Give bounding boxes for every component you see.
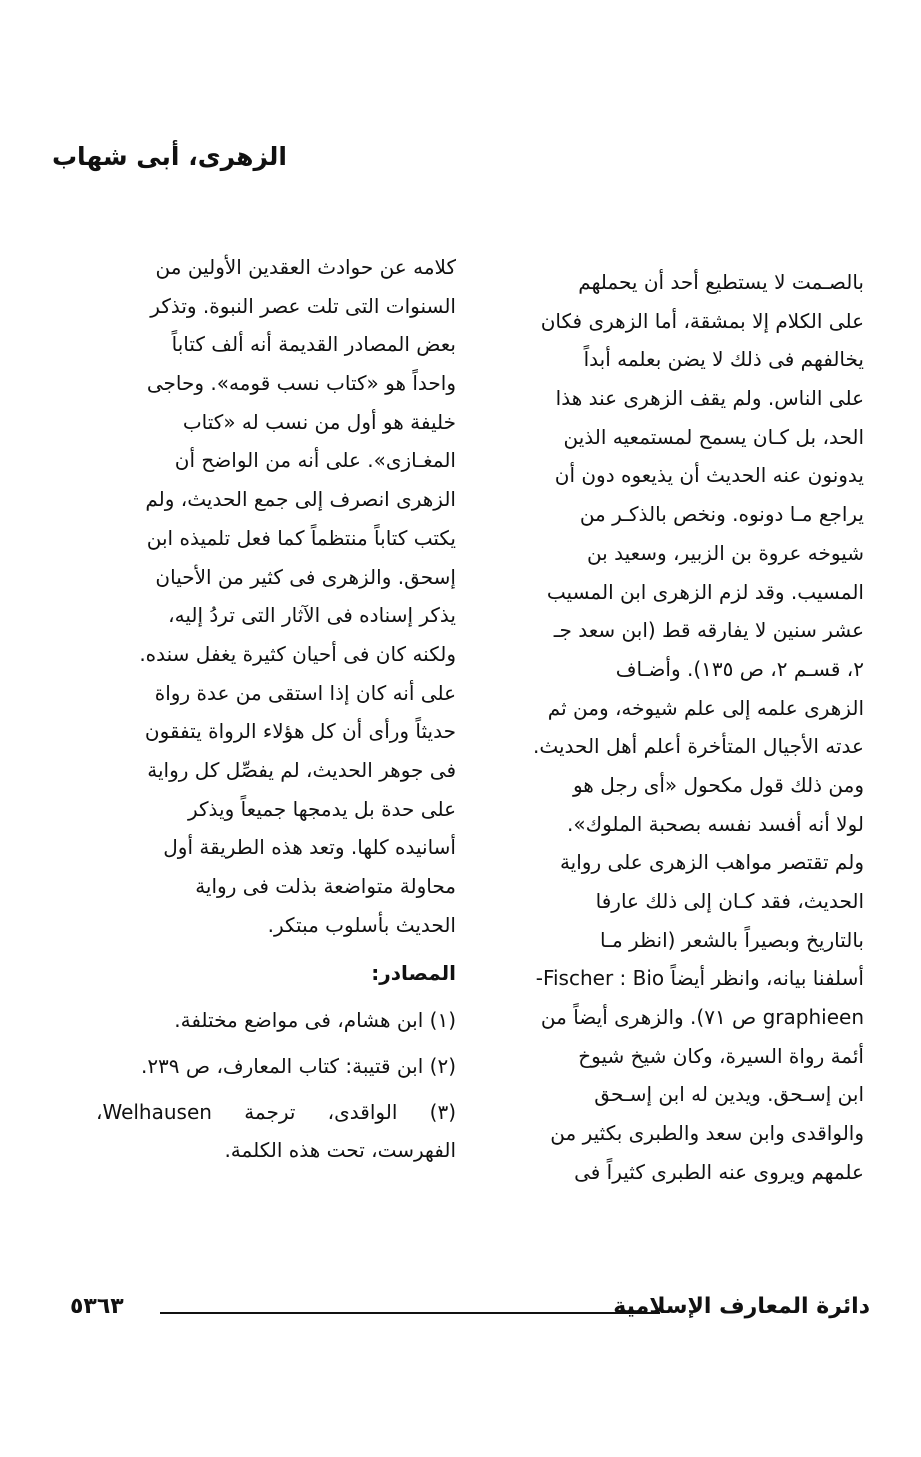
text-line: الحديث بأسلوب مبتكر.	[267, 912, 456, 937]
text-line: على الناس. ولم يقف الزهرى عند هذا	[555, 386, 864, 411]
text-line: ٢، قسـم ٢، ص ١٣٥). وأضـاف	[615, 656, 864, 681]
left-column	[96, 248, 456, 1169]
text-line: بالصـمت لا يستطيع أحد أن يحملهم	[578, 270, 864, 294]
footer-rule	[160, 1312, 660, 1314]
text-line: المسيب. وقد لزم الزهرى ابن المسيب	[546, 579, 864, 604]
text-line: عدته الأجيال المتأخرة أعلم أهل الحديث.	[532, 734, 864, 759]
reference-item: (٣) الواقدى، ترجمة Welhausen، الفهرست، تحت هذه الكلمة.	[96, 1100, 456, 1163]
text-line: لولا أنه أفسد نفسه بصحبة الملوك».	[567, 811, 864, 836]
text-line: الحد، بل كـان يسمح لمستمعيه الذين	[563, 424, 864, 449]
page-footer	[70, 1290, 870, 1330]
text-line: كلامه عن حوادث العقدين الأولين من	[155, 255, 456, 279]
text-line: محاولة متواضعة بذلت فى رواية	[195, 874, 456, 898]
text-line: خليفة هو أول من نسب له «كتاب	[182, 409, 456, 434]
text-line: فى جوهر الحديث، لم يفصِّل كل رواية	[147, 757, 456, 782]
text-line: على حدة بل يدمجها جميعاً ويذكر	[187, 796, 456, 821]
footer-title: دائرة المعارف الإسلامية	[613, 1294, 870, 1319]
text-line: أئمة رواة السيرة، وكان شيخ شيوخ	[578, 1043, 864, 1068]
text-line: الزهرى علمه إلى علم شيوخه، ومن ثم	[547, 695, 864, 720]
text-line: عشر سنين لا يفارقه قط (ابن سعد جـ	[553, 618, 864, 643]
text-line: ولم تقتصر مواهب الزهرى على رواية	[559, 850, 864, 875]
right-column	[494, 263, 864, 1192]
text-line: ابن إسـحق. ويدين له ابن إسـحق	[594, 1082, 864, 1107]
text-line: يذكر إسناده فى الآثار التى تردُ إليه،	[168, 603, 456, 628]
page-number: ٥٣٦٣	[70, 1294, 124, 1319]
text-line: على الكلام إلا بمشقة، أما الزهرى فكان	[540, 308, 864, 333]
running-head: الزهرى، أبى شهاب	[51, 142, 287, 171]
text-line: يدونون عنه الحديث أن يذيعوه دون أن	[554, 463, 864, 488]
text-line: شيوخه عروة بن الزبير، وسعيد بن	[586, 540, 864, 565]
text-line: ولكنه كان فى أحيان كثيرة يغفل سنده.	[139, 641, 456, 666]
text-line: الحديث، فقد كـان إلى ذلك عارفا	[595, 889, 864, 913]
reference-item: (١) ابن هشام، فى مواضع مختلفة.	[174, 1008, 456, 1033]
text-line: يكتب كتاباً منتظماً كما فعل تلميذه ابن	[146, 525, 456, 550]
text-line: واحداً هو «كتاب نسب قومه». وحاجى	[146, 371, 456, 396]
text-line: على أنه كان إذا استقى من عدة رواة	[154, 680, 456, 705]
sources-heading: المصادر:	[371, 961, 456, 986]
text-line: ومن ذلك قول مكحول «أى رجل هو	[572, 772, 864, 797]
text-line: يخالفهم فى ذلك لا يضن بعلمه أبداً	[583, 347, 864, 372]
text-line: أسانيده كلها. وتعد هذه الطريقة أول	[163, 835, 456, 860]
text-line: والواقدى وابن سعد والطبرى بكثير من	[550, 1121, 864, 1146]
text-line: الزهرى انصرف إلى جمع الحديث، ولم	[145, 487, 456, 512]
text-line: السنوات التى تلت عصر النبوة. وتذكر	[150, 293, 456, 318]
text-line: graphieen ص ٧١). والزهرى أيضاً من	[540, 1005, 864, 1030]
text-line: علمهم ويروى عنه الطبرى كثيراً فى	[574, 1159, 864, 1184]
text-line: بعض المصادر القديمة أنه ألف كتاباً	[171, 332, 456, 357]
text-line: يراجع مـا دونوه. ونخص بالذكـر من	[579, 502, 864, 527]
text-line: حديثاً ورأى أن كل هؤلاء الرواة يتفقون	[144, 719, 456, 744]
text-line: إسحق. والزهرى فى كثير من الأحيان	[155, 564, 456, 589]
text-line: المغـازى». على أنه من الواضح أن	[174, 448, 456, 473]
reference-item: (٢) ابن قتيبة: كتاب المعارف، ص ٢٣٩.	[140, 1054, 456, 1079]
text-line: بالتاريخ وبصيراً بالشعر (انظر مـا	[600, 927, 864, 952]
text-line: أسلفنا بيانه، وانظر أيضاً Fischer : Bio-	[535, 966, 864, 991]
